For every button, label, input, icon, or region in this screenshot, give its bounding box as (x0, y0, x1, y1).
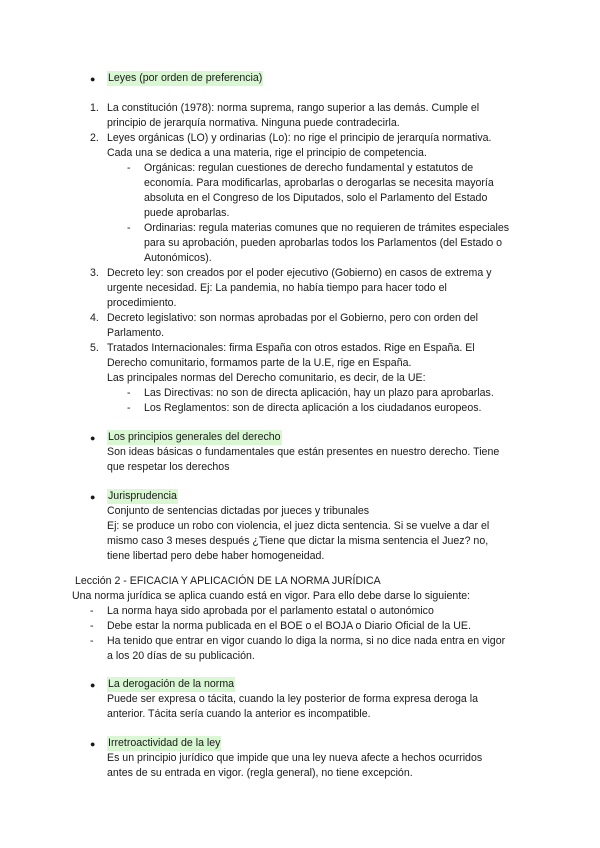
lesson-title: Lección 2 - EFICACIA Y APLICACIÓN DE LA NORMA JURÍDICA (75, 575, 381, 587)
sub-item-text: economía. Para modificarlas, aprobarlas o derogarlas se necesita mayoría (144, 177, 494, 189)
list-number: 1. (90, 102, 99, 114)
list-item-text: principio de jerarquía normativa. Ninguna puede contradecirla. (107, 117, 400, 129)
section-heading-derogacion: La derogación de la norma (108, 678, 235, 690)
section-heading-irretroactividad: Irretroactividad de la ley (108, 737, 221, 749)
section-heading-jurisprudencia: Jurisprudencia (108, 490, 177, 502)
list-item-text: Decreto ley: son creados por el poder ejecutivo (Gobierno) en casos de extrema y (107, 267, 492, 279)
list-number: 2. (90, 132, 99, 144)
sub-item-text: Orgánicas: regulan cuestiones de derecho fundamental y estatutos de (144, 162, 474, 174)
list-item-text: a los 20 días de su publicación. (107, 650, 255, 662)
paragraph-line: que respetar los derechos (107, 461, 230, 473)
bullet-icon: ● (90, 433, 96, 443)
dash-icon: - (90, 620, 94, 632)
section-heading-leyes: Leyes (por orden de preferencia) (108, 72, 263, 84)
list-item-text: procedimiento. (107, 297, 177, 309)
list-item-text: Derecho comunitario, formamos parte de la U.E, rige en España. (107, 357, 412, 369)
dash-icon: - (90, 605, 94, 617)
dash-icon: - (127, 387, 131, 399)
section-heading-principios: Los principios generales del derecho (108, 431, 281, 443)
list-number: 3. (90, 267, 99, 279)
paragraph-line: anterior. Tácita sería cuando la anterior es incompatible. (107, 708, 371, 720)
paragraph-line: antes de su entrada en vigor. (regla general), no tiene excepción. (107, 767, 413, 779)
dash-icon: - (127, 162, 131, 174)
paragraph-line: Ej: se produce un robo con violencia, el juez dicta sentencia. Si se vuelve a dar el (107, 520, 490, 532)
dash-icon: - (127, 222, 131, 234)
list-item-text: Parlamento. (107, 327, 165, 339)
list-item-text: La norma haya sido aprobada por el parlamento estatal o autonómico (107, 605, 434, 617)
dash-icon: - (127, 402, 131, 414)
lesson-intro: Una norma jurídica se aplica cuando está en vigor. Para ello debe darse lo siguiente: (72, 590, 471, 602)
bullet-icon: ● (90, 680, 96, 690)
sub-item-text: Autonómicos). (144, 252, 212, 264)
paragraph-line: Es un principio jurídico que impide que una ley nueva afecte a hechos ocurridos (107, 752, 483, 764)
list-item-text: Ha tenido que entrar en vigor cuando lo diga la norma, si no dice nada entra en vigor (107, 635, 506, 647)
list-item-text: Decreto legislativo: son normas aprobadas por el Gobierno, pero con orden del (107, 312, 478, 324)
bullet-icon: ● (90, 739, 96, 749)
list-number: 4. (90, 312, 99, 324)
paragraph-line: Son ideas básicas o fundamentales que están presentes en nuestro derecho. Tiene (107, 446, 500, 458)
list-item-text: Debe estar la norma publicada en el BOE o el BOJA o Diario Oficial de la UE. (107, 620, 471, 632)
paragraph-line: mismo caso 3 meses después ¿Tiene que dictar la misma sentencia el Juez? no, (107, 535, 489, 547)
list-item-text: Leyes orgánicas (LO) y ordinarias (Lo): no rige el principio de jerarquía normativa. (107, 132, 492, 144)
list-item-text: urgente necesidad. Ej: La pandemia, no había tiempo para hacer todo el (107, 282, 447, 294)
list-item-text: Tratados Internacionales: firma España con otros estados. Rige en España. El (107, 342, 475, 354)
list-item-text: La constitución (1978): norma suprema, rango superior a las demás. Cumple el (107, 102, 480, 114)
paragraph-line: Conjunto de sentencias dictadas por jueces y tribunales (107, 505, 370, 517)
sub-item-text: Ordinarias: regula materias comunes que no requieren de trámites especiales (144, 222, 510, 234)
paragraph-line: tiene libertad pero debe haber homogeneidad. (107, 550, 325, 562)
sub-item-text: Las Directivas: no son de directa aplicación, hay un plazo para aprobarlas. (144, 387, 494, 399)
paragraph-line: Puede ser expresa o tácita, cuando la ley posterior de forma expresa deroga la (107, 693, 478, 705)
sub-item-text: puede aprobarlas. (144, 207, 230, 219)
bullet-icon: ● (90, 74, 96, 84)
list-item-text: Cada una se dedica a una materia, rige el principio de competencia. (107, 147, 427, 159)
sub-item-text: Los Reglamentos: son de directa aplicación a los ciudadanos europeos. (144, 402, 482, 414)
list-item-text: Las principales normas del Derecho comunitario, es decir, de la UE: (107, 372, 426, 384)
bullet-icon: ● (90, 492, 96, 502)
sub-item-text: absoluta en el Congreso de los Diputados, solo el Parlamento del Estado (144, 192, 488, 204)
sub-item-text: para su aprobación, pueden aprobarlas todos los Parlamentos (del Estado o (144, 237, 503, 249)
dash-icon: - (90, 635, 94, 647)
list-number: 5. (90, 342, 99, 354)
